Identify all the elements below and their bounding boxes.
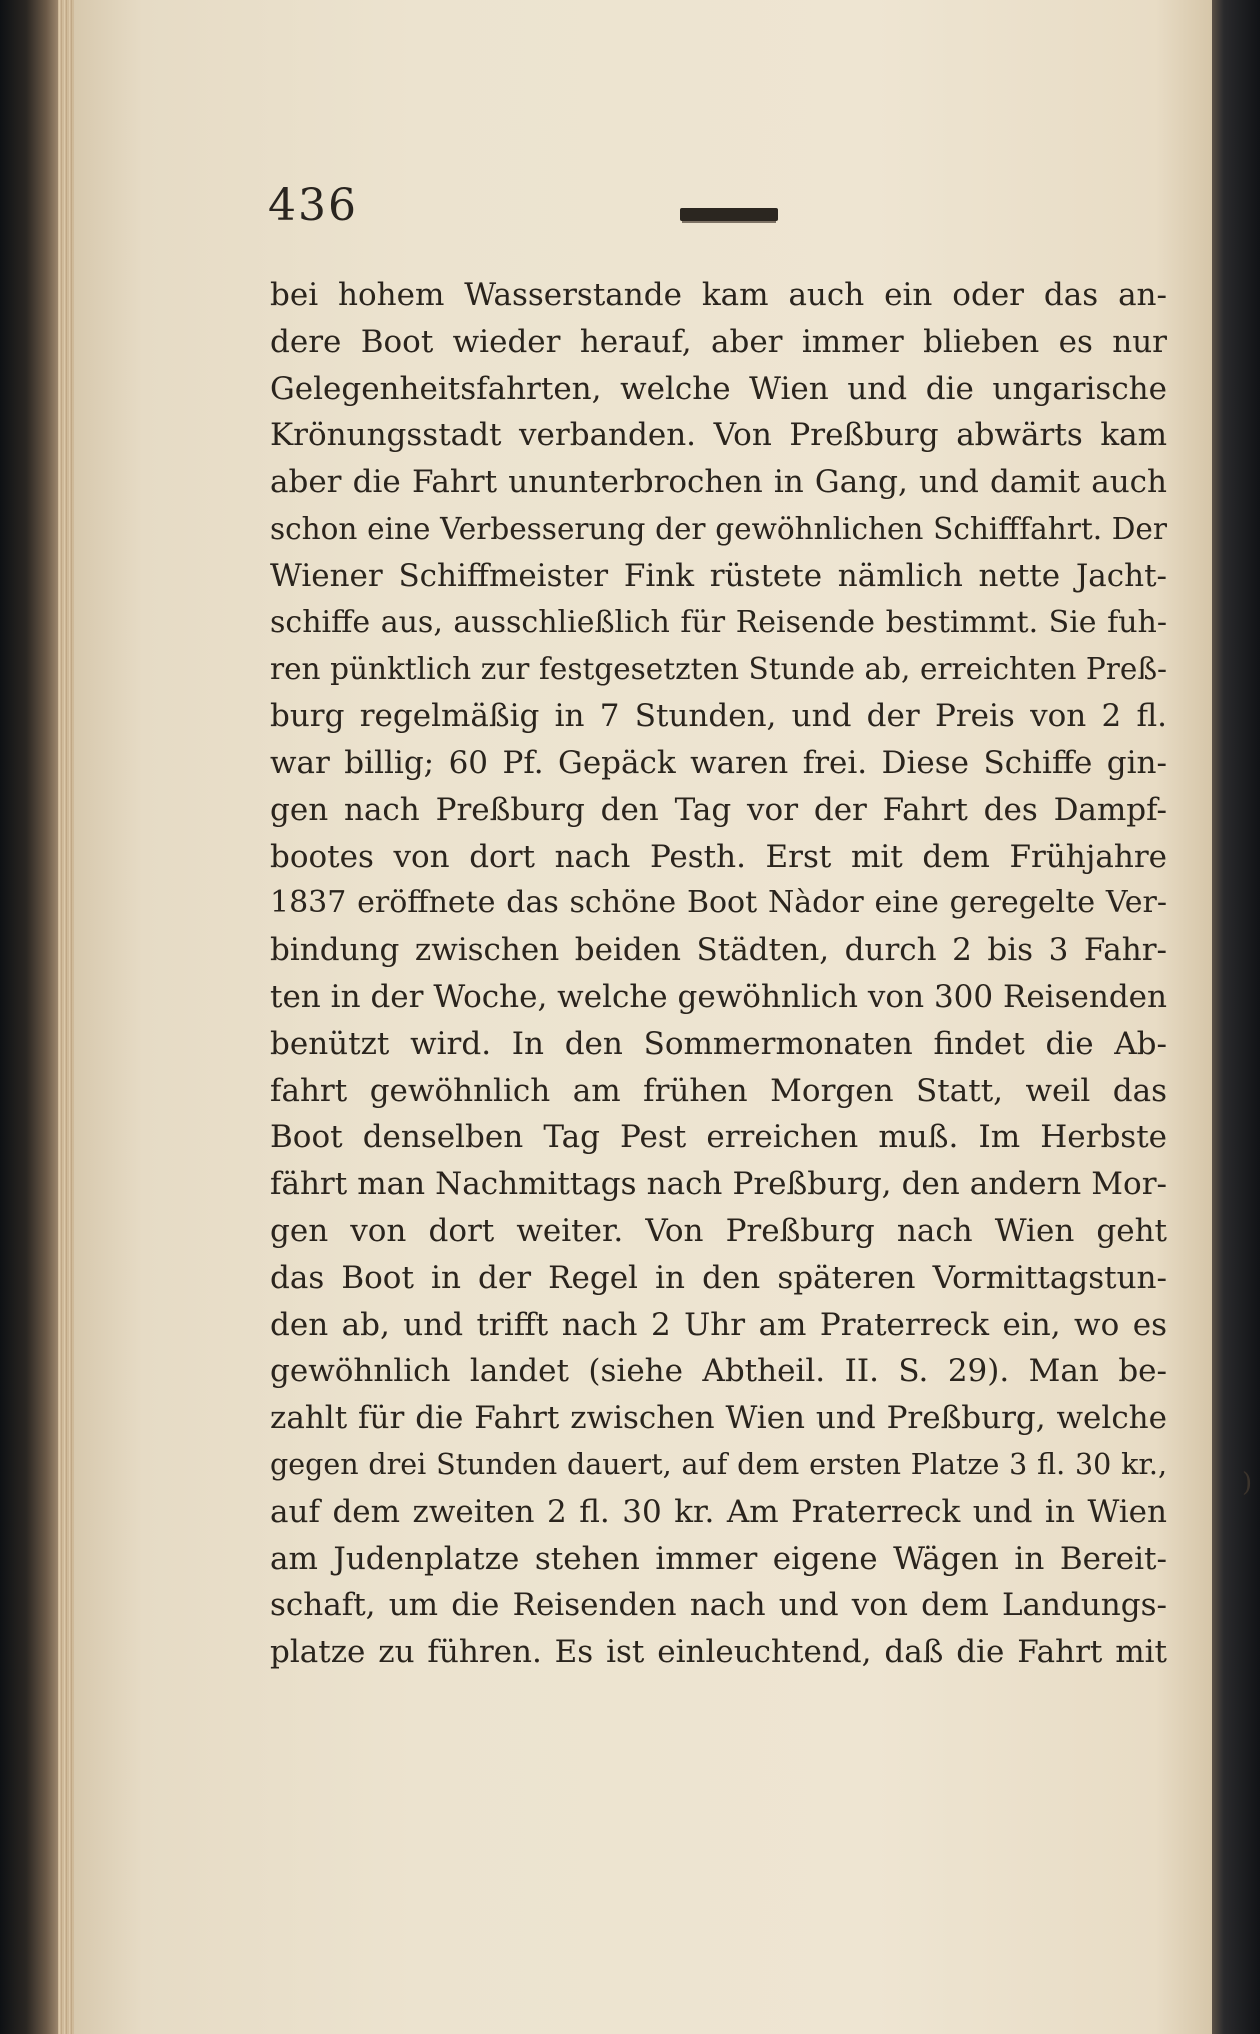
text-line: bootes von dort nach Pesth. Erst mit dem Frühjahre <box>270 838 1167 875</box>
text-line: gen von dort weiter. Von Preßburg nach Wien geht <box>270 1212 1167 1249</box>
text-line: burg regelmäßig in 7 Stunden, und der Preis von 2 fl. <box>270 698 1167 735</box>
text-line: Krönungsstadt verbanden. Von Preßburg abwärts kam <box>270 417 1167 454</box>
text-line: Boot denselben Tag Pest erreichen muß. Im Herbste <box>270 1119 1167 1156</box>
text-line: den ab, und trifft nach 2 Uhr am Praterreck ein, wo es <box>270 1306 1167 1343</box>
text-line: zahlt für die Fahrt zwischen Wien und Preßburg, welche <box>270 1400 1167 1437</box>
text-line: ten in der Woche, welche gewöhnlich von 300 Reisenden <box>270 978 1167 1015</box>
text-line: am Judenplatze stehen immer eigene Wägen in Bereit- <box>270 1540 1167 1577</box>
text-line: ren pünktlich zur festgesetzten Stunde ab, erreichten Preß- <box>270 652 1167 687</box>
text-line: Gelegenheitsfahrten, welche Wien und die ungarische <box>270 370 1167 407</box>
text-line: auf dem zweiten 2 fl. 30 kr. Am Praterreck und in Wien <box>270 1493 1167 1530</box>
book-binding-left <box>0 0 58 2034</box>
margin-mark: ) <box>1242 1468 1253 1498</box>
text-line: schiffe aus, ausschließlich für Reisende bestimmt. Sie fuh- <box>270 604 1167 640</box>
text-line: aber die Fahrt ununterbrochen in Gang, und damit auch <box>270 464 1167 501</box>
text-line: das Boot in der Regel in den späteren Vormittagstun- <box>270 1259 1167 1296</box>
text-line: war billig; 60 Pf. Gepäck waren frei. Diese Schiffe gin- <box>270 744 1167 781</box>
text-line: dere Boot wieder herauf, aber immer blieben es nur <box>270 323 1167 360</box>
book-binding-right <box>1212 0 1260 2034</box>
text-line: platze zu führen. Es ist einleuchtend, daß die Fahrt mit <box>270 1634 1167 1671</box>
text-line: fährt man Nachmittags nach Preßburg, den andern Mor- <box>270 1166 1167 1203</box>
text-line: Wiener Schiffmeister Fink rüstete nämlich nette Jacht- <box>270 557 1167 594</box>
text-line: 1837 eröffnete das schöne Boot Nàdor eine geregelte Ver- <box>270 885 1167 921</box>
text-line: gegen drei Stunden dauert, auf dem ersten Platze 3 fl. 30 kr., <box>270 1447 1167 1481</box>
text-line: schon eine Verbesserung der gewöhnlichen Schifffahrt. Der <box>270 511 1167 546</box>
header-rule <box>680 208 778 221</box>
text-line: schaft, um die Reisenden nach und von dem Landungs- <box>270 1587 1167 1624</box>
text-line: benützt wird. In den Sommermonaten findet die Ab- <box>270 1025 1167 1062</box>
body-text <box>270 272 1167 1676</box>
text-line: bei hohem Wasserstande kam auch ein oder das an- <box>270 277 1167 313</box>
text-line: gen nach Preßburg den Tag vor der Fahrt des Dampf- <box>270 791 1167 828</box>
text-line: bindung zwischen beiden Städten, durch 2 bis 3 Fahr- <box>270 932 1167 969</box>
text-line: fahrt gewöhnlich am frühen Morgen Statt, weil das <box>270 1072 1167 1109</box>
page-stack-edges <box>58 0 74 2034</box>
text-line: gewöhnlich landet (siehe Abtheil. II. S. 29). Man be- <box>270 1353 1167 1390</box>
page-number: 436 <box>268 180 358 231</box>
